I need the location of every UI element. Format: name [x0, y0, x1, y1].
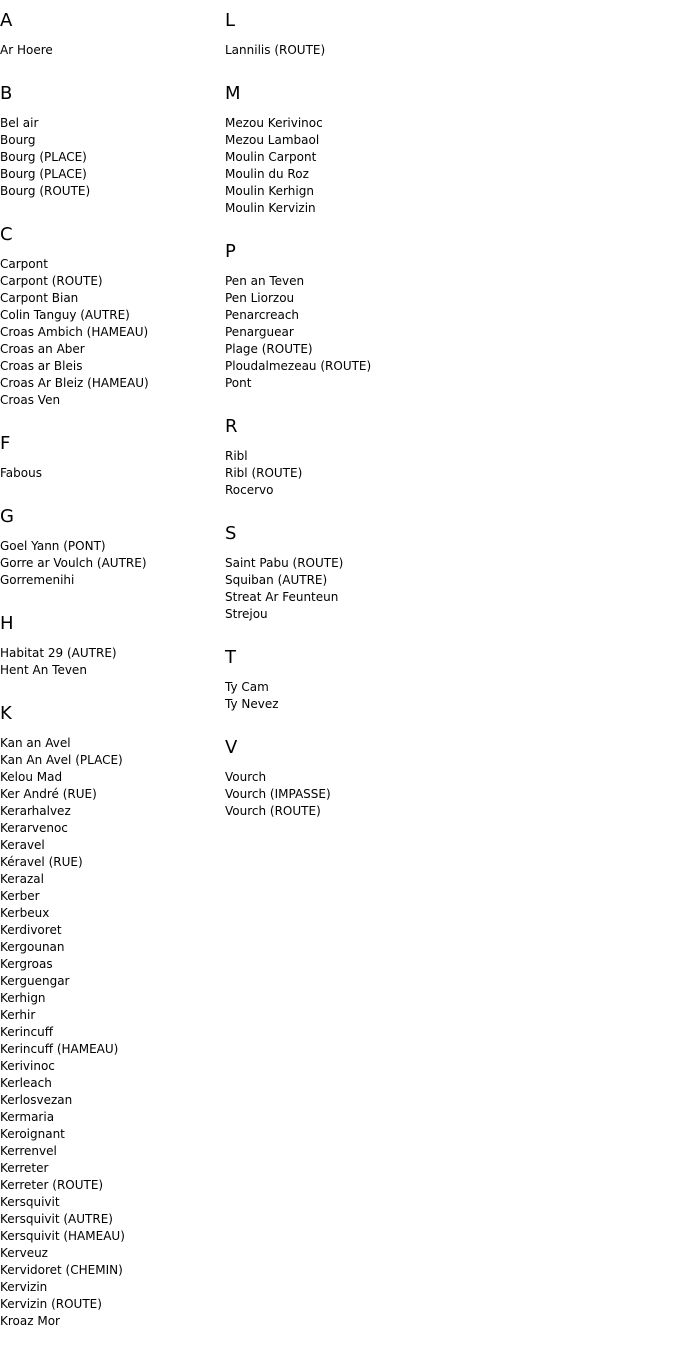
letter-section-l: [225, 10, 445, 59]
place-list: [225, 273, 445, 392]
place-link[interactable]: Kerhign: [0, 991, 46, 1005]
place-list-item: [0, 465, 220, 482]
place-list: [225, 115, 445, 217]
place-list-item: [0, 1058, 220, 1075]
place-link[interactable]: Carpont Bian: [0, 291, 79, 305]
place-list: [225, 42, 445, 59]
place-link[interactable]: Bel air: [0, 116, 39, 130]
place-list-item: [225, 589, 445, 606]
place-link[interactable]: Ribl: [225, 449, 248, 463]
place-list-item: [0, 1245, 220, 1262]
place-link[interactable]: Pont: [225, 376, 252, 390]
place-link[interactable]: Ty Cam: [225, 680, 269, 694]
place-list-item: [0, 990, 220, 1007]
place-list-item: [0, 871, 220, 888]
place-link[interactable]: Keroignant: [0, 1127, 65, 1141]
place-list-item: [0, 572, 220, 589]
place-link[interactable]: Kergounan: [0, 940, 65, 954]
place-list-item: [0, 538, 220, 555]
letter-section-v: [225, 737, 445, 820]
place-link[interactable]: Gorremenihi: [0, 573, 75, 587]
place-link[interactable]: Kerleach: [0, 1076, 52, 1090]
place-link[interactable]: Croas Ven: [0, 393, 61, 407]
place-list-item: [0, 645, 220, 662]
place-link[interactable]: Bourg (PLACE): [0, 167, 87, 181]
place-link[interactable]: Vourch (IMPASSE): [225, 787, 331, 801]
place-list-item: [225, 465, 445, 482]
place-list: [225, 679, 445, 713]
place-list-item: [0, 956, 220, 973]
place-list-item: [0, 1296, 220, 1313]
letter-section-p: [225, 241, 445, 392]
place-link[interactable]: Colin Tanguy (AUTRE): [0, 308, 130, 322]
place-list-item: [225, 132, 445, 149]
place-list: [225, 448, 445, 499]
place-link[interactable]: Croas ar Bleis: [0, 359, 83, 373]
place-list-item: [0, 115, 220, 132]
letter-section-r: [225, 416, 445, 499]
place-list-item: [225, 42, 445, 59]
letter-heading: H: [0, 613, 14, 634]
place-list-item: [0, 183, 220, 200]
place-list-item: [225, 183, 445, 200]
place-list-item: [0, 290, 220, 307]
place-link[interactable]: Kerivinoc: [0, 1059, 55, 1073]
place-link[interactable]: Kervizin (ROUTE): [0, 1297, 102, 1311]
place-list-item: [0, 786, 220, 803]
place-list-item: [0, 256, 220, 273]
place-link[interactable]: Bourg: [0, 133, 36, 147]
index-column-right: [225, 10, 445, 844]
place-list-item: [0, 1262, 220, 1279]
place-list-item: [0, 1143, 220, 1160]
place-list-item: [0, 358, 220, 375]
place-list-item: [225, 803, 445, 820]
place-list-item: [0, 392, 220, 409]
letter-heading: A: [0, 10, 13, 31]
place-link[interactable]: Mezou Kerivinoc: [225, 116, 323, 130]
place-list: [225, 769, 445, 820]
place-link[interactable]: Ploudalmezeau (ROUTE): [225, 359, 372, 373]
place-list: [225, 555, 445, 623]
place-link[interactable]: Ty Nevez: [225, 697, 279, 711]
place-link[interactable]: Ker André (RUE): [0, 787, 97, 801]
place-list-item: [0, 803, 220, 820]
place-list-item: [225, 769, 445, 786]
place-list: [0, 645, 220, 679]
place-link[interactable]: Saint Pabu (ROUTE): [225, 556, 344, 570]
place-link[interactable]: Kervidoret (CHEMIN): [0, 1263, 123, 1277]
place-list-item: [225, 679, 445, 696]
place-link[interactable]: Kerincuff (HAMEAU): [0, 1042, 119, 1056]
place-list-item: [225, 358, 445, 375]
place-link[interactable]: Mezou Lambaol: [225, 133, 320, 147]
letter-heading: K: [0, 703, 12, 724]
place-list-item: [0, 42, 220, 59]
place-link[interactable]: Kerarhalvez: [0, 804, 71, 818]
letter-heading: C: [0, 224, 13, 245]
letter-section-m: [225, 83, 445, 217]
place-list-item: [0, 820, 220, 837]
place-list-item: [0, 1041, 220, 1058]
place-link[interactable]: Kersquivit (AUTRE): [0, 1212, 113, 1226]
place-link[interactable]: Kerrenvel: [0, 1144, 57, 1158]
place-link[interactable]: Kerincuff: [0, 1025, 53, 1039]
place-list-item: [0, 735, 220, 752]
letter-section-h: [0, 613, 220, 679]
place-link[interactable]: Habitat 29 (AUTRE): [0, 646, 117, 660]
place-list-item: [225, 696, 445, 713]
place-link[interactable]: Kerveuz: [0, 1246, 48, 1260]
place-list-item: [0, 973, 220, 990]
place-list: [0, 42, 220, 59]
place-list-item: [0, 324, 220, 341]
place-link[interactable]: Croas an Aber: [0, 342, 85, 356]
place-link[interactable]: Lannilis (ROUTE): [225, 43, 326, 57]
place-list-item: [225, 290, 445, 307]
place-list-item: [0, 1228, 220, 1245]
place-list-item: [0, 1160, 220, 1177]
place-link[interactable]: Kerlosvezan: [0, 1093, 73, 1107]
letter-section-k: [0, 703, 220, 1330]
place-list-item: [0, 662, 220, 679]
place-list-item: [225, 482, 445, 499]
place-link[interactable]: Ribl (ROUTE): [225, 466, 303, 480]
letter-heading: T: [225, 647, 236, 668]
letter-section-t: [225, 647, 445, 713]
place-list-item: [0, 854, 220, 871]
place-list-item: [0, 1109, 220, 1126]
place-list-item: [225, 324, 445, 341]
place-link[interactable]: Moulin Kerhign: [225, 184, 314, 198]
place-link[interactable]: Gorre ar Voulch (AUTRE): [0, 556, 147, 570]
place-link[interactable]: Vourch (ROUTE): [225, 804, 321, 818]
place-list-item: [225, 375, 445, 392]
place-link[interactable]: Kerber: [0, 889, 40, 903]
place-link[interactable]: Bourg (PLACE): [0, 150, 87, 164]
place-list-item: [225, 448, 445, 465]
place-list-item: [225, 273, 445, 290]
letter-section-a: [0, 10, 220, 59]
place-link[interactable]: Moulin du Roz: [225, 167, 309, 181]
place-list-item: [0, 939, 220, 956]
letter-heading: S: [225, 523, 237, 544]
letter-heading: G: [0, 506, 14, 527]
place-list-item: [0, 1211, 220, 1228]
place-list-item: [0, 1007, 220, 1024]
place-link[interactable]: Kerreter (ROUTE): [0, 1178, 104, 1192]
place-list-item: [0, 166, 220, 183]
letter-heading: M: [225, 83, 241, 104]
letter-section-s: [225, 523, 445, 623]
place-link[interactable]: Pen an Teven: [225, 274, 305, 288]
place-link[interactable]: Kervizin: [0, 1280, 48, 1294]
letter-heading: P: [225, 241, 236, 262]
place-link[interactable]: Kerarvenoc: [0, 821, 68, 835]
place-link[interactable]: Fabous: [0, 466, 42, 480]
place-list-item: [0, 1177, 220, 1194]
place-link[interactable]: Kerhir: [0, 1008, 36, 1022]
place-list-item: [0, 273, 220, 290]
place-link[interactable]: Kersquivit (HAMEAU): [0, 1229, 125, 1243]
letter-heading: V: [225, 737, 238, 758]
place-list-item: [0, 375, 220, 392]
place-link[interactable]: Plage (ROUTE): [225, 342, 313, 356]
place-list-item: [0, 307, 220, 324]
place-list-item: [0, 1313, 220, 1330]
place-list-item: [0, 1126, 220, 1143]
letter-heading: L: [225, 10, 236, 31]
place-list: [0, 115, 220, 200]
place-list: [0, 538, 220, 589]
place-list: [0, 465, 220, 482]
place-list-item: [0, 555, 220, 572]
place-link[interactable]: Kerguengar: [0, 974, 70, 988]
place-list-item: [225, 115, 445, 132]
place-list-item: [0, 1075, 220, 1092]
place-list-item: [225, 572, 445, 589]
place-list-item: [225, 166, 445, 183]
place-link[interactable]: Croas Ar Bleiz (HAMEAU): [0, 376, 149, 390]
place-link[interactable]: Kerazal: [0, 872, 44, 886]
place-link[interactable]: Pen Liorzou: [225, 291, 295, 305]
letter-section-b: [0, 83, 220, 200]
place-list-item: [0, 888, 220, 905]
place-link[interactable]: Goel Yann (PONT): [0, 539, 106, 553]
place-link[interactable]: Strejou: [225, 607, 268, 621]
place-list-item: [0, 149, 220, 166]
place-link[interactable]: Keravel: [0, 838, 45, 852]
place-link[interactable]: Kermaria: [0, 1110, 55, 1124]
place-link[interactable]: Penarguear: [225, 325, 294, 339]
place-list-item: [0, 1194, 220, 1211]
place-link[interactable]: Kelou Mad: [0, 770, 63, 784]
place-link[interactable]: Kergroas: [0, 957, 53, 971]
place-list-item: [0, 1279, 220, 1296]
place-list: [0, 735, 220, 1330]
place-link[interactable]: Squiban (AUTRE): [225, 573, 328, 587]
place-list-item: [0, 905, 220, 922]
place-link[interactable]: Kerreter: [0, 1161, 49, 1175]
place-list-item: [225, 341, 445, 358]
place-list-item: [225, 555, 445, 572]
place-link[interactable]: Croas Ambich (HAMEAU): [0, 325, 149, 339]
place-list-item: [225, 307, 445, 324]
place-link[interactable]: Kan An Avel (PLACE): [0, 753, 123, 767]
letter-section-c: [0, 224, 220, 409]
place-list-item: [0, 922, 220, 939]
place-list-item: [0, 132, 220, 149]
letter-heading: B: [0, 83, 13, 104]
place-link[interactable]: Bourg (ROUTE): [0, 184, 91, 198]
place-list: [0, 256, 220, 409]
place-list-item: [0, 341, 220, 358]
place-link[interactable]: Rocervo: [225, 483, 274, 497]
place-link[interactable]: Kersquivit: [0, 1195, 60, 1209]
place-link[interactable]: Moulin Carpont: [225, 150, 317, 164]
place-list-item: [225, 200, 445, 217]
place-list-item: [0, 1092, 220, 1109]
place-list-item: [225, 786, 445, 803]
place-link[interactable]: Hent An Teven: [0, 663, 87, 677]
letter-heading: F: [0, 433, 11, 454]
place-list-item: [0, 837, 220, 854]
place-list-item: [225, 606, 445, 623]
place-link[interactable]: Ar Hoere: [0, 43, 53, 57]
place-link[interactable]: Carpont: [0, 257, 48, 271]
place-list-item: [0, 1024, 220, 1041]
place-link[interactable]: Kerbeux: [0, 906, 50, 920]
index-column-left: [0, 10, 220, 1354]
place-list-item: [225, 149, 445, 166]
place-link[interactable]: Carpont (ROUTE): [0, 274, 103, 288]
place-list-item: [0, 752, 220, 769]
place-link[interactable]: Vourch: [225, 770, 267, 784]
place-list-item: [0, 769, 220, 786]
letter-heading: R: [225, 416, 238, 437]
place-link[interactable]: Kerdivoret: [0, 923, 62, 937]
place-link[interactable]: Kan an Avel: [0, 736, 71, 750]
place-link[interactable]: Kroaz Mor: [0, 1314, 60, 1328]
place-link[interactable]: Streat Ar Feunteun: [225, 590, 339, 604]
place-link[interactable]: Kéravel (RUE): [0, 855, 83, 869]
letter-section-f: [0, 433, 220, 482]
place-link[interactable]: Penarcreach: [225, 308, 300, 322]
place-link[interactable]: Moulin Kervizin: [225, 201, 316, 215]
letter-section-g: [0, 506, 220, 589]
